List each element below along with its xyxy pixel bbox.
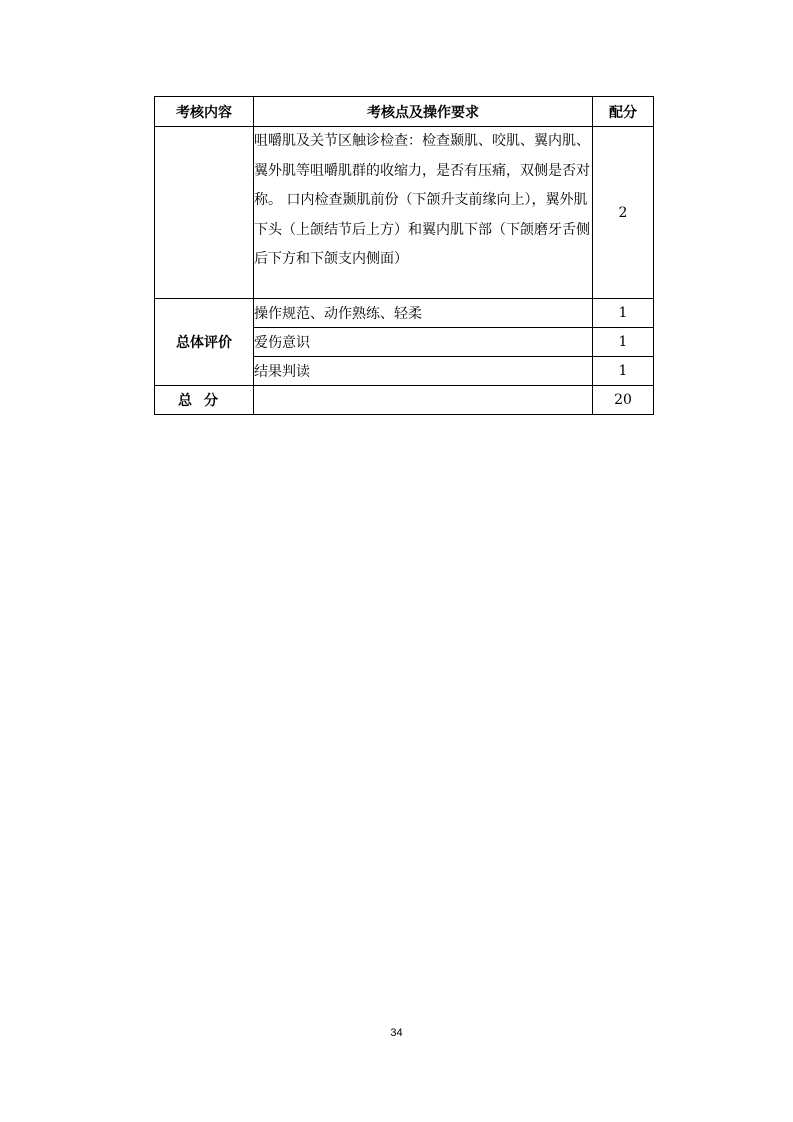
- scoring-table: [154, 96, 654, 415]
- table-row-overall-1: [155, 299, 654, 328]
- total-requirement: [254, 386, 593, 415]
- overall-item-requirement: 结果判读: [254, 357, 593, 386]
- overall-category: 总体评价: [155, 299, 254, 386]
- header-score: 配分: [593, 97, 654, 127]
- overall-item-score: 1: [593, 357, 654, 386]
- header-requirements: 考核点及操作要求: [254, 97, 593, 127]
- table-row-total: [155, 386, 654, 415]
- row-requirement: 咀嚼肌及关节区触诊检查：检查颞肌、咬肌、翼内肌、翼外肌等咀嚼肌群的收缩力，是否有压痛，双侧是否对称。 口内检查颞肌前份（下颌升支前缘向上），翼外肌下头（上颌结节后上方）和翼内肌下部（下颌磨牙舌侧后下方和下颌支内侧面）: [254, 127, 593, 299]
- table-header-row: [155, 97, 654, 127]
- overall-item-requirement: 操作规范、动作熟练、轻柔: [254, 299, 593, 328]
- row-category: [155, 127, 254, 299]
- total-score: 20: [593, 386, 654, 415]
- header-content: 考核内容: [155, 97, 254, 127]
- table-row: [155, 127, 654, 299]
- total-label: 总分: [155, 386, 254, 415]
- overall-item-score: 1: [593, 328, 654, 357]
- overall-item-requirement: 爱伤意识: [254, 328, 593, 357]
- page-number: 34: [390, 1027, 403, 1039]
- overall-item-score: 1: [593, 299, 654, 328]
- row-score: 2: [593, 127, 654, 299]
